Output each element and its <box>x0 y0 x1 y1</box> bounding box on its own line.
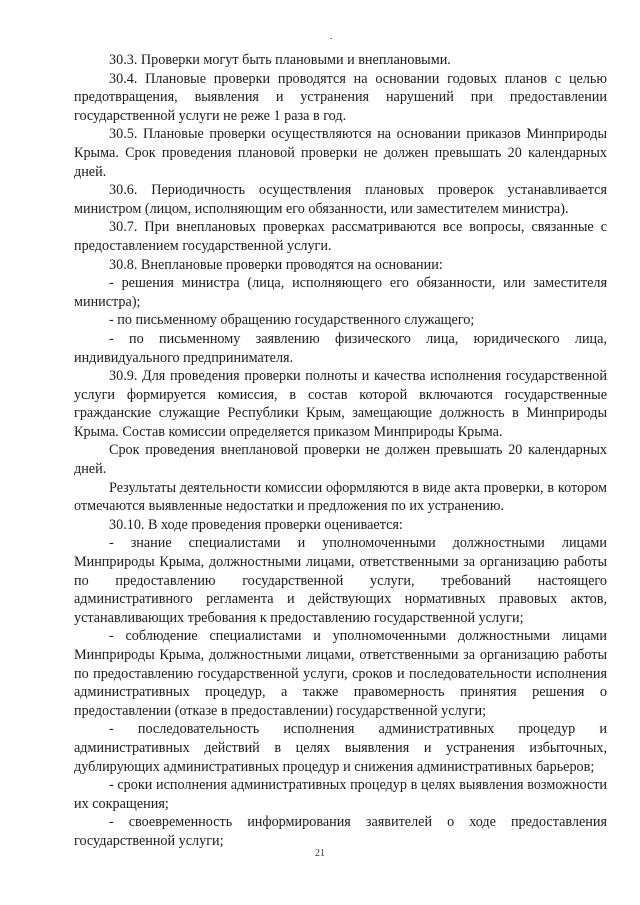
list-item-informing: - своевременность информирования заявителей о ходе предоставления государственной услуги; <box>74 814 607 849</box>
paragraph-30-3: 30.3. Проверки могут быть плановыми и внеплановыми. <box>109 52 451 68</box>
scan-speck <box>330 38 332 39</box>
list-item-written-application: - по письменному заявлению физического лица, юридического лица, индивидуального предпринимателя. <box>74 330 607 366</box>
paragraph-commission-results: Результаты деятельности комиссии оформляются в виде акта проверки, в котором отмечаются выявленные недостатки и предложения по их устранению. <box>74 479 607 515</box>
list-item-compliance: - соблюдение специалистами и уполномоченными должностными лицами Минприроды Крыма, должностными лицами, ответственными за организацию работы по предоставлению государственной услуги, сроков и последовательности исполнения административных процедур, а также правомерность принятия решения о предоставлении (отказе в предоставлении) государственной услуги; <box>74 628 607 719</box>
paragraph-30-6: 30.6. Периодичность осуществления плановых проверок устанавливается министром (лицом, исполняющим его обязанности, или заместителем министра). <box>74 182 607 217</box>
page-number: 21 <box>315 848 325 859</box>
list-item-sequence: - последовательность исполнения административных процедур и административных действий в целях выявления и устранения избыточных, дублирующих административных процедур и снижения административных барьеров; <box>74 721 607 775</box>
list-item-knowledge: - знание специалистами и уполномоченными должностными лицами Минприроды Крыма, должностными лицами, ответственными за организацию работы по предоставлению государственной услуги, требований настоящего административного регламента и действующих нормативных правовых актов, устанавливающих требования к предоставлению государственной услуги; <box>74 535 607 626</box>
paragraph-30-9: 30.9. Для проведения проверки полноты и качества исполнения государственной услуги формируется комиссия, в состав которой включаются государственные гражданские служащие Республики Крым, замещающие должность в Минприроды Крыма. Состав комиссии определяется приказом Минприроды Крыма. <box>74 368 607 440</box>
list-item-civil-servant-appeal: - по письменному обращению государственного служащего; <box>109 312 475 329</box>
paragraph-unscheduled-term: Срок проведения внеплановой проверки не должен превышать 20 календарных дней. <box>74 442 607 478</box>
list-item-deadlines: - сроки исполнения административных процедур в целях выявления возможности их сокращения; <box>74 777 607 812</box>
paragraph-30-7: 30.7. При внеплановых проверках рассматриваются все вопросы, связанные с предоставлением государственной услуги. <box>74 219 607 254</box>
document-body <box>74 51 607 851</box>
paragraph-30-4: 30.4. Плановые проверки проводятся на основании годовых планов с целью предотвращения, выявления и устранения нарушений при предоставлении государственной услуги не реже 1 раза в год. <box>74 70 607 124</box>
paragraph-30-10: 30.10. В ходе проведения проверки оценивается: <box>109 516 403 533</box>
paragraph-30-5: 30.5. Плановые проверки осуществляются на основании приказов Минприроды Крыма. Срок проведения плановой проверки не должен превышать 20 календарных дней. <box>74 126 607 180</box>
paragraph-30-8: 30.8. Внеплановые проверки проводятся на основании: <box>109 256 443 273</box>
list-item-minister-decision: - решения министра (лица, исполняющего его обязанности, или заместителя министра); <box>74 275 607 310</box>
